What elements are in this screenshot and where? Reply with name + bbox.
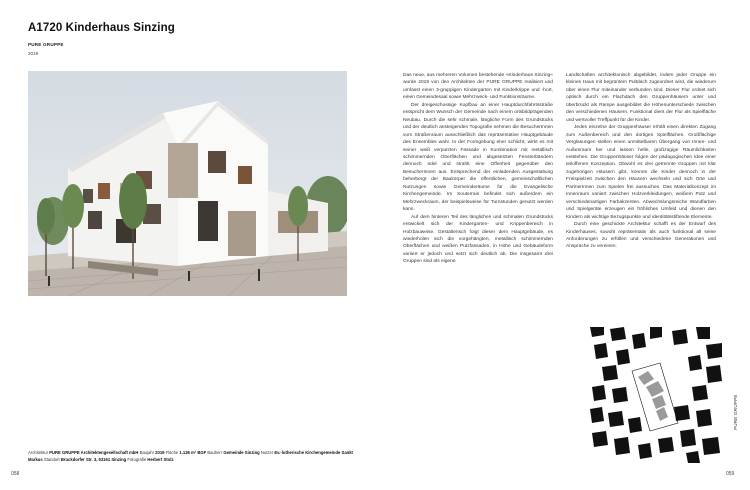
project-credits — [28, 449, 358, 463]
credit-label: Standort — [43, 457, 61, 462]
credit-value: 1.136 m² BGF — [179, 450, 208, 455]
side-architect-label: PURE GRUPPE — [733, 394, 738, 430]
credit-value: Ev.-lutherische Kirchengemeinde Sankt Markus — [28, 450, 353, 462]
project-year: 2019 — [28, 51, 39, 56]
paragraph: Jedes einzelne der Gruppenhäuser erhält einen direkten Zugang zum Außenbereich und den dortigen Spielflächen. Großflächige Verglasungen stellen einen unmittelbaren Übergang von Innen- und Außenraum her und lassen helle, großzügige Räumlichkeiten entstehen. Die Gruppenhäuser folgen der pädagogischen Idee einer teiloffenen Konzeption. Obwohl es drei getrennte Gruppen mit klar zugehörigen Häusern gibt, können die Kinder dennoch in der Freispielzeit zwischen den Häusern wechseln und sich Orte und PartnerInnen zum Spielen frei aussuchen. Das Materialkonzept im Innenraum variiert zwischen Holzverkleidungen, weißem Putz und verschiedenartigen Farbakzenten. Abwechslungsreiche Wandfarben und Spielgeräte erzeugen ein fröhliches Umfeld und dienen den Kindern als wichtige Bezugspunkte und identitätsstiftende Elemente. — [566, 125, 716, 220]
architect-name: PURE GRUPPE — [28, 42, 64, 47]
credit-label: Bauherr — [207, 450, 224, 455]
page-number-right: 059 — [726, 471, 735, 477]
credit-value: Herbert Stolz — [147, 457, 174, 462]
credit-value: 2019 — [155, 450, 166, 455]
credit-value: Gemeinde Sinzing — [223, 450, 261, 455]
body-text-column-1 — [403, 72, 553, 266]
credit-label: Fotografie — [127, 457, 148, 462]
page-number-left: 058 — [11, 471, 20, 477]
credit-label: Architektur — [28, 450, 50, 455]
body-text-column-2 — [566, 72, 716, 251]
paragraph: Das neue, aus mehreren Volumen bestehende »Kinderhaus Sinzing« wurde 2019 von den Architekten der PURE GRUPPE realisiert und umfasst einen 3-gruppigen Kindergarten mit Kinderkrippe und -hort, einen Gemeindesaal sowie Mehrzweck- und Funktionsräume. — [403, 73, 553, 101]
credit-label: Fläche — [165, 450, 180, 455]
paragraph: Auf dem hinteren Teil des länglichen und schmalen Grundstücks entwickelt sich der Kindergarten- und Krippenbereich in Holzbauweise. Gestalterisch folgt dieser dem Hauptgebäude, es wiederholen sich die vorgehängten, metallisch schimmernden Oberflächen und weißen Putzfassaden, in Höhe und Gebäudeform variiert er jedoch und setzt sich deutlich ab. Die insgesamt drei Gruppen sind als eigene — [403, 214, 553, 265]
credit-label: Baujahr — [139, 450, 156, 455]
credit-label: Nutzer — [260, 450, 275, 455]
page-title: A1720 Kinderhaus Sinzing — [28, 22, 175, 34]
site-plan-map — [588, 327, 724, 463]
building-photo — [28, 71, 347, 296]
credit-value: PURE GRUPPE Architektengesellschaft mbH — [49, 450, 140, 455]
paragraph: Durch eine geschickte Architektur schafft es der Entwurf des Kinderhauses, sowohl repräsentativ als auch funktional all seine Anforderungen zu erfüllen und verschiedene Generationen und Ansprüche zu vereinen. — [566, 222, 716, 250]
paragraph: Landschaften architektonisch abgebildet, indem jeder Gruppe ein kleines Haus mit begrüntem Pultdach zugeordnet wird, die wiederum über einen Flur miteinander verbunden sind. Dieser Flur ordnet sich optisch durch ein Flachdach den Gruppenhäusern unter und überbrückt als Rampe ausgebildet die Höhenunterschiede zwischen den verschiedenen Häusern. Funktional dient der Flur als Spielfläche und wertvoller Treffpunkt für die Kinder. — [566, 73, 716, 123]
credit-value: Bruckdorfer Str. 3, 93161 Sinzing — [60, 457, 128, 462]
paragraph: Der dreigeschossige Kopfbau an einer Hauptdurchfahrtsstraße entspricht dem Wunsch der Gemeinde nach einem ortsbildprägenden Neubau. Durch die sehr schmale, längliche Form des Grundstücks und der deutlich ansteigenden Topografie nehmen die BesucherInnen vom Straßenraum ausschließlich das repräsentative Hauptgebäude des Ensembles wahr. In der Formgebung eher schlicht, wirkt es mit seiner weiß verputzten Fassade in Kombination mit metallisch schimmernden Oberflächen und abgesetzten Fensterbändern dennoch edel und strahlt eine Offenheit gegenüber den BesucherInnen aus. Entsprechend der einladenden Ausgestaltung beherbergt der Baukörper die öffentlichen, gemeinschaftlichen Nutzungen sowie Gemeinderäume für die Evangelische Kirchengemeinde. Im Souterrain befindet sich außerdem ein Mehrzweckraum, der beispielsweise für Turnstunden genutzt werden kann. — [403, 102, 553, 213]
